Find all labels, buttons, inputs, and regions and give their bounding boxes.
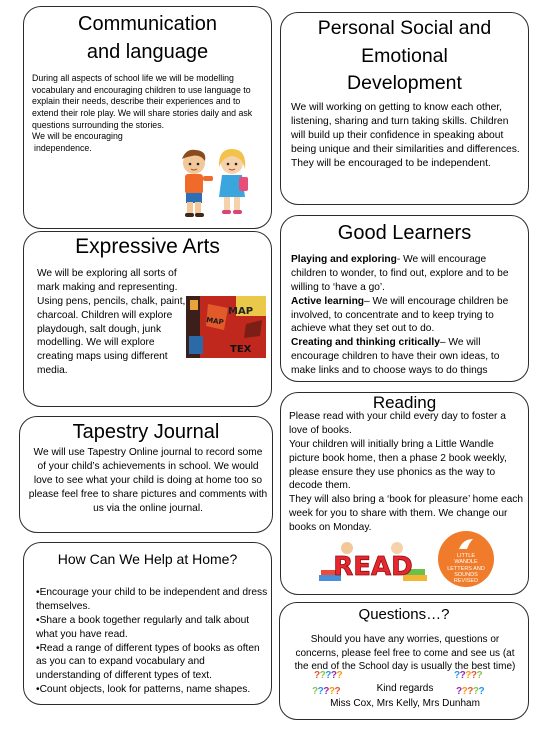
psed-para1: We will working on getting to know each other, listening, sharing and turn taking skills. Children will build up their confidence in speaking about being unique and their similarities and differences.: [291, 102, 520, 155]
map-artwork-word-3: TEX: [230, 344, 252, 355]
question-marks-cluster-right-2: ?????: [456, 686, 485, 697]
questions-signoff: Miss Cox, Mrs Kelly, Mrs Dunham: [330, 698, 480, 710]
help-at-home-list: [36, 586, 268, 697]
help-list-item: •Count objects, look for patterns, name shapes.: [36, 684, 251, 696]
questions-regards: Kind regards: [376, 682, 434, 694]
tapestry-title: Tapestry Journal: [72, 421, 220, 443]
good-learners-item-heading: Active learning: [291, 295, 365, 307]
communication-para1: During all aspects of school life we will be modelling vocabulary and encouraging children to use language to explain their needs, describe their experiences and to extend their role play. We will share stories daily and ask questions surrounding the stories.: [32, 73, 253, 130]
expressive-arts-text: [37, 267, 187, 378]
psed-title-line2: Emotional: [361, 44, 448, 67]
little-wandle-logo-text: LITTLE WANDLE LETTERS AND SOUNDS REVISED: [447, 553, 485, 585]
question-marks-cluster-left-2: ?????: [312, 686, 341, 697]
psed-title: [281, 13, 528, 98]
psed-panel: [280, 12, 529, 205]
map-artwork-image: [186, 296, 266, 358]
children-talking-icon: [172, 145, 256, 221]
tapestry-para: We will use Tapestry Online journal to record some of your child’s achievements in school. We would love to see what your child is doing at home too so please feel free to share pictures and comments with us via the online journal.: [28, 447, 268, 514]
good-learners-item: [291, 295, 523, 337]
psed-title-line1: Personal Social and: [317, 17, 492, 39]
read-books-image: [317, 539, 429, 585]
map-artwork-word-1: MAP: [228, 306, 254, 317]
reading-text: [289, 410, 525, 535]
good-learners-item-heading: Playing and exploring: [291, 254, 397, 265]
tapestry-panel: [19, 416, 273, 533]
reading-title: Reading: [372, 393, 437, 412]
reading-para1: Please read with your child every day to foster a love of books.: [289, 411, 506, 436]
communication-text: [32, 73, 268, 155]
expressive-arts-para: We will be exploring all sorts of mark making and representing. Using pens, pencils, chalk, paint, charcoal. Children will explore playdough, salt dough, junk modelling. We will explore creating maps using different media.: [37, 268, 186, 377]
reading-para3: They will also bring a ‘book for pleasure’ home each week for you to share with them. We change our books on Monday.: [289, 494, 524, 533]
good-learners-item-heading: Creating and thinking critically: [291, 337, 440, 349]
good-learners-item-text: – We will encourage children be involved, to concentrate and to keep trying to achieve what they set out to do.: [291, 295, 509, 335]
communication-language-panel: [23, 6, 272, 229]
communication-para3: independence.: [34, 143, 92, 154]
help-at-home-panel: [23, 542, 272, 705]
good-learners-item-text: – We will encourage children to have their own ideas, to make links and to choose ways to do things: [291, 337, 500, 376]
wandle-logo-icon: [457, 537, 475, 551]
good-learners-item: [291, 253, 523, 295]
reading-panel: [280, 392, 529, 595]
little-wandle-logo: [438, 531, 494, 587]
reading-para2: Your children will initially bring a Little Wandle picture book home, then a phase 2 book weekly, please ensure they use phonics as the way to decode them.: [289, 438, 507, 492]
question-marks-cluster-right: ?????: [454, 670, 483, 681]
communication-title-line1: Communication: [78, 13, 217, 35]
help-at-home-title: How Can We Help at Home?: [57, 551, 238, 567]
expressive-arts-panel: [23, 231, 272, 407]
communication-para2: We will be encouraging: [32, 131, 123, 142]
communication-title-line2: and language: [86, 41, 209, 63]
questions-title: Questions…?: [358, 606, 450, 623]
help-list-item: •Read a range of different types of books as often as you can to expand vocabulary and understanding of different types of text.: [36, 642, 260, 682]
good-learners-item: [291, 336, 523, 378]
good-learners-item-text: - We will encourage children to wonder, to find out, explore and to be willing to ‘have a go’.: [291, 254, 509, 293]
expressive-arts-title: Expressive Arts: [75, 235, 220, 258]
read-word: READ: [333, 552, 413, 582]
psed-title-line3: Development: [347, 72, 462, 95]
help-list-item: •Encourage your child to be independent and dress themselves.: [36, 587, 268, 612]
help-list-item: •Share a book together regularly and talk about what you have read.: [36, 614, 250, 640]
good-learners-panel: [280, 215, 529, 382]
good-learners-title: Good Learners: [337, 222, 472, 244]
map-artwork-word-2: MAP: [205, 316, 225, 327]
questions-panel: [279, 602, 529, 720]
psed-text: [291, 101, 523, 171]
communication-title: [24, 7, 271, 66]
tapestry-text: [28, 446, 268, 515]
question-marks-cluster-left: ?????: [314, 670, 343, 681]
good-learners-text: [291, 253, 523, 378]
psed-para2: They will be encouraged to be independent.: [291, 158, 491, 169]
questions-para: Should you have any worries, questions or concerns, please feel free to come and see us (at the end of the School day is usually the best time): [294, 634, 516, 673]
